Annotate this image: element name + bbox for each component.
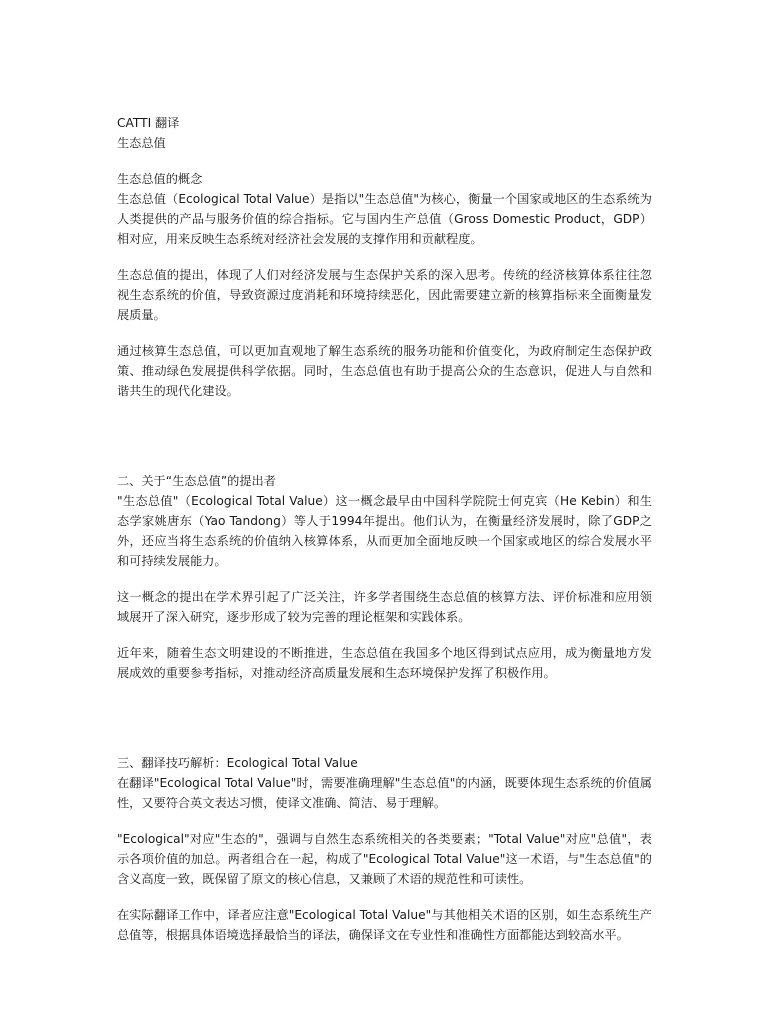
- section-3-heading: 三、翻译技巧解析：Ecological Total Value: [117, 756, 358, 770]
- document-subtitle: 生态总值: [117, 136, 166, 150]
- section-1-paragraph-2: 生态总值的提出，体现了人们对经济发展与生态保护关系的深入思考。传统的经济核算体系往往忽视生态系统的价值，导致资源过度消耗和环境持续恶化，因此需要建立新的核算指标来全面衡量发展质量。: [117, 268, 652, 322]
- section-1-paragraph-3: 通过核算生态总值，可以更加直观地了解生态系统的服务功能和价值变化，为政府制定生态保护政策、推动绿色发展提供科学依据。同时，生态总值也有助于提高公众的生态意识，促进人与自然和谐共生的现代化建设。: [117, 344, 652, 398]
- document-page: [117, 113, 652, 945]
- document-title: CATTI 翻译: [117, 116, 180, 130]
- section-2-paragraph-1: "生态总值"（Ecological Total Value）这一概念最早由中国科学院院士何克宾（He Kebin）和生态学家姚唐东（Yao Tandong）等人于1994年提出。他们认为，在衡量经济发展时，除了GDP之外，还应当将生态系统的价值纳入核算体系，从而更加全面地反映一个国家或地区的综合发展水平和可持续发展能力。: [117, 494, 652, 568]
- section-1-paragraph-1: 生态总值（Ecological Total Value）是指以"生态总值"为核心，衡量一个国家或地区的生态系统为人类提供的产品与服务价值的综合指标。它与国内生产总值（Gross Domestic Product，GDP）相对应，用来反映生态系统对经济社会发展的支撑作用和贡献程度。: [117, 192, 652, 246]
- section-1-heading: 生态总值的概念: [117, 172, 203, 186]
- section-2-paragraph-2: 这一概念的提出在学术界引起了广泛关注，许多学者围绕生态总值的核算方法、评价标准和应用领域展开了深入研究，逐步形成了较为完善的理论框架和实践体系。: [117, 590, 652, 624]
- section-3-paragraph-1: 在翻译"Ecological Total Value"时，需要准确理解"生态总值"的内涵，既要体现生态系统的价值属性，又要符合英文表达习惯，使译文准确、简洁、易于理解。: [117, 776, 652, 810]
- section-3-paragraph-3: 在实际翻译工作中，译者应注意"Ecological Total Value"与其他相关术语的区别，如生态系统生产总值等，根据具体语境选择最恰当的译法，确保译文在专业性和准确性方面都能达到较高水平。: [117, 908, 652, 942]
- section-2-heading: 二、关于“生态总值”的提出者: [117, 474, 276, 488]
- section-3-paragraph-2: "Ecological"对应"生态的"，强调与自然生态系统相关的各类要素；"Total Value"对应"总值"，表示各项价值的加总。两者组合在一起，构成了"Ecological Total Value"这一术语，与"生态总值"的含义高度一致，既保留了原文的核心信息，又兼顾了术语的规范性和可读性。: [117, 832, 652, 886]
- section-2-paragraph-3: 近年来，随着生态文明建设的不断推进，生态总值在我国多个地区得到试点应用，成为衡量地方发展成效的重要参考指标，对推动经济高质量发展和生态环境保护发挥了积极作用。: [117, 646, 652, 680]
